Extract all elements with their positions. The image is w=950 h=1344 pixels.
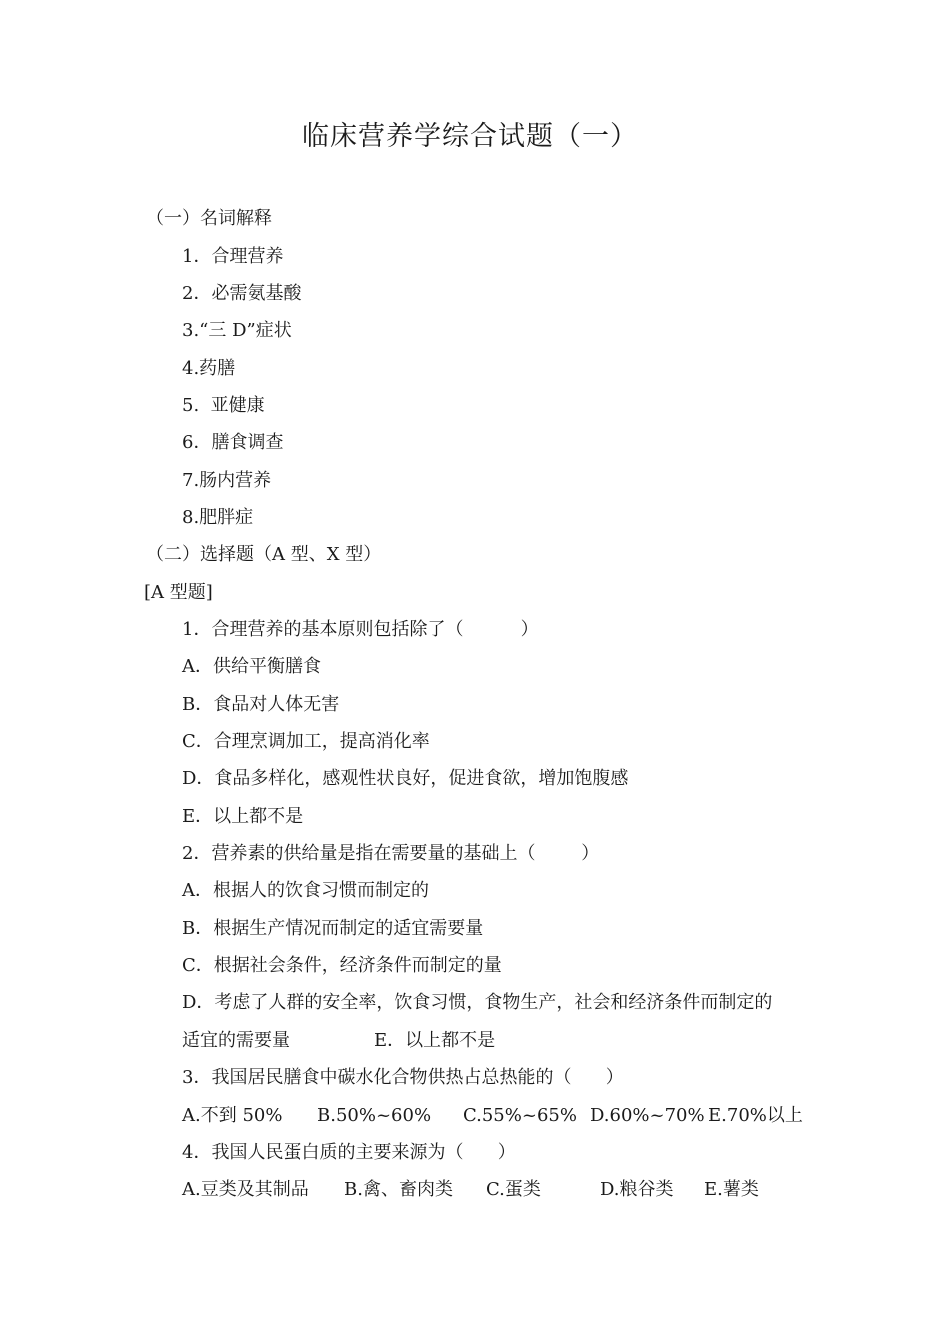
term-item: 2．必需氨基酸	[182, 283, 302, 304]
answer-option: D．食品多样化，感观性状良好，促进食欲，增加饱腹感	[182, 768, 629, 789]
answer-option: D.粮谷类	[600, 1179, 674, 1200]
answer-option: E．以上都不是	[374, 1030, 496, 1051]
answer-option: C．根据社会条件，经济条件而制定的量	[182, 955, 502, 976]
answer-option: A．根据人的饮食习惯而制定的	[182, 880, 429, 901]
term-item: 7.肠内营养	[182, 470, 272, 491]
answer-option: A.不到 50%	[182, 1105, 283, 1126]
term-item: 6．膳食调查	[182, 432, 284, 453]
term-item: 4.药膳	[182, 358, 236, 379]
answer-option: A.豆类及其制品	[182, 1179, 309, 1200]
question-stem: 4．我国人民蛋白质的主要来源为（ ）	[182, 1142, 516, 1163]
answer-option: D.60%~70%	[590, 1105, 705, 1126]
answer-option: B．根据生产情况而制定的适宜需要量	[182, 918, 484, 939]
answer-option: C.55%~65%	[463, 1105, 577, 1126]
answer-option: D．考虑了人群的安全率，饮食习惯，食物生产，社会和经济条件而制定的	[182, 992, 773, 1013]
answer-option: B.禽、畜肉类	[344, 1179, 453, 1200]
answer-option: B.50%~60%	[317, 1105, 432, 1126]
answer-options-row	[182, 1179, 822, 1333]
answer-option: B．食品对人体无害	[182, 694, 340, 715]
question-stem: 1．合理营养的基本原则包括除了（ ）	[182, 619, 539, 640]
answer-option: A．供给平衡膳食	[182, 656, 321, 677]
section-heading-choice: （二）选择题（A 型、X 型）	[146, 544, 382, 565]
term-item: 1．合理营养	[182, 246, 284, 267]
section-heading-definitions: （一）名词解释	[146, 208, 272, 229]
answer-option: E．以上都不是	[182, 806, 304, 827]
term-item: 8.肥胖症	[182, 507, 254, 528]
term-item: 3.“三 D”症状	[182, 320, 292, 341]
answer-option: E.薯类	[704, 1179, 759, 1200]
answer-option-continuation: 适宜的需要量	[182, 1030, 290, 1051]
answer-option: C.蛋类	[486, 1179, 541, 1200]
question-stem: 3．我国居民膳食中碳水化合物供热占总热能的（ ）	[182, 1067, 624, 1088]
subheading-a-type: [A 型题]	[144, 582, 213, 603]
answer-option: E.70%以上	[708, 1105, 803, 1126]
answer-option: C．合理烹调加工，提高消化率	[182, 731, 430, 752]
page-title: 临床营养学综合试题（一）	[302, 121, 638, 152]
term-item: 5. 亚健康	[182, 395, 265, 416]
question-stem: 2．营养素的供给量是指在需要量的基础上（ ）	[182, 843, 600, 864]
